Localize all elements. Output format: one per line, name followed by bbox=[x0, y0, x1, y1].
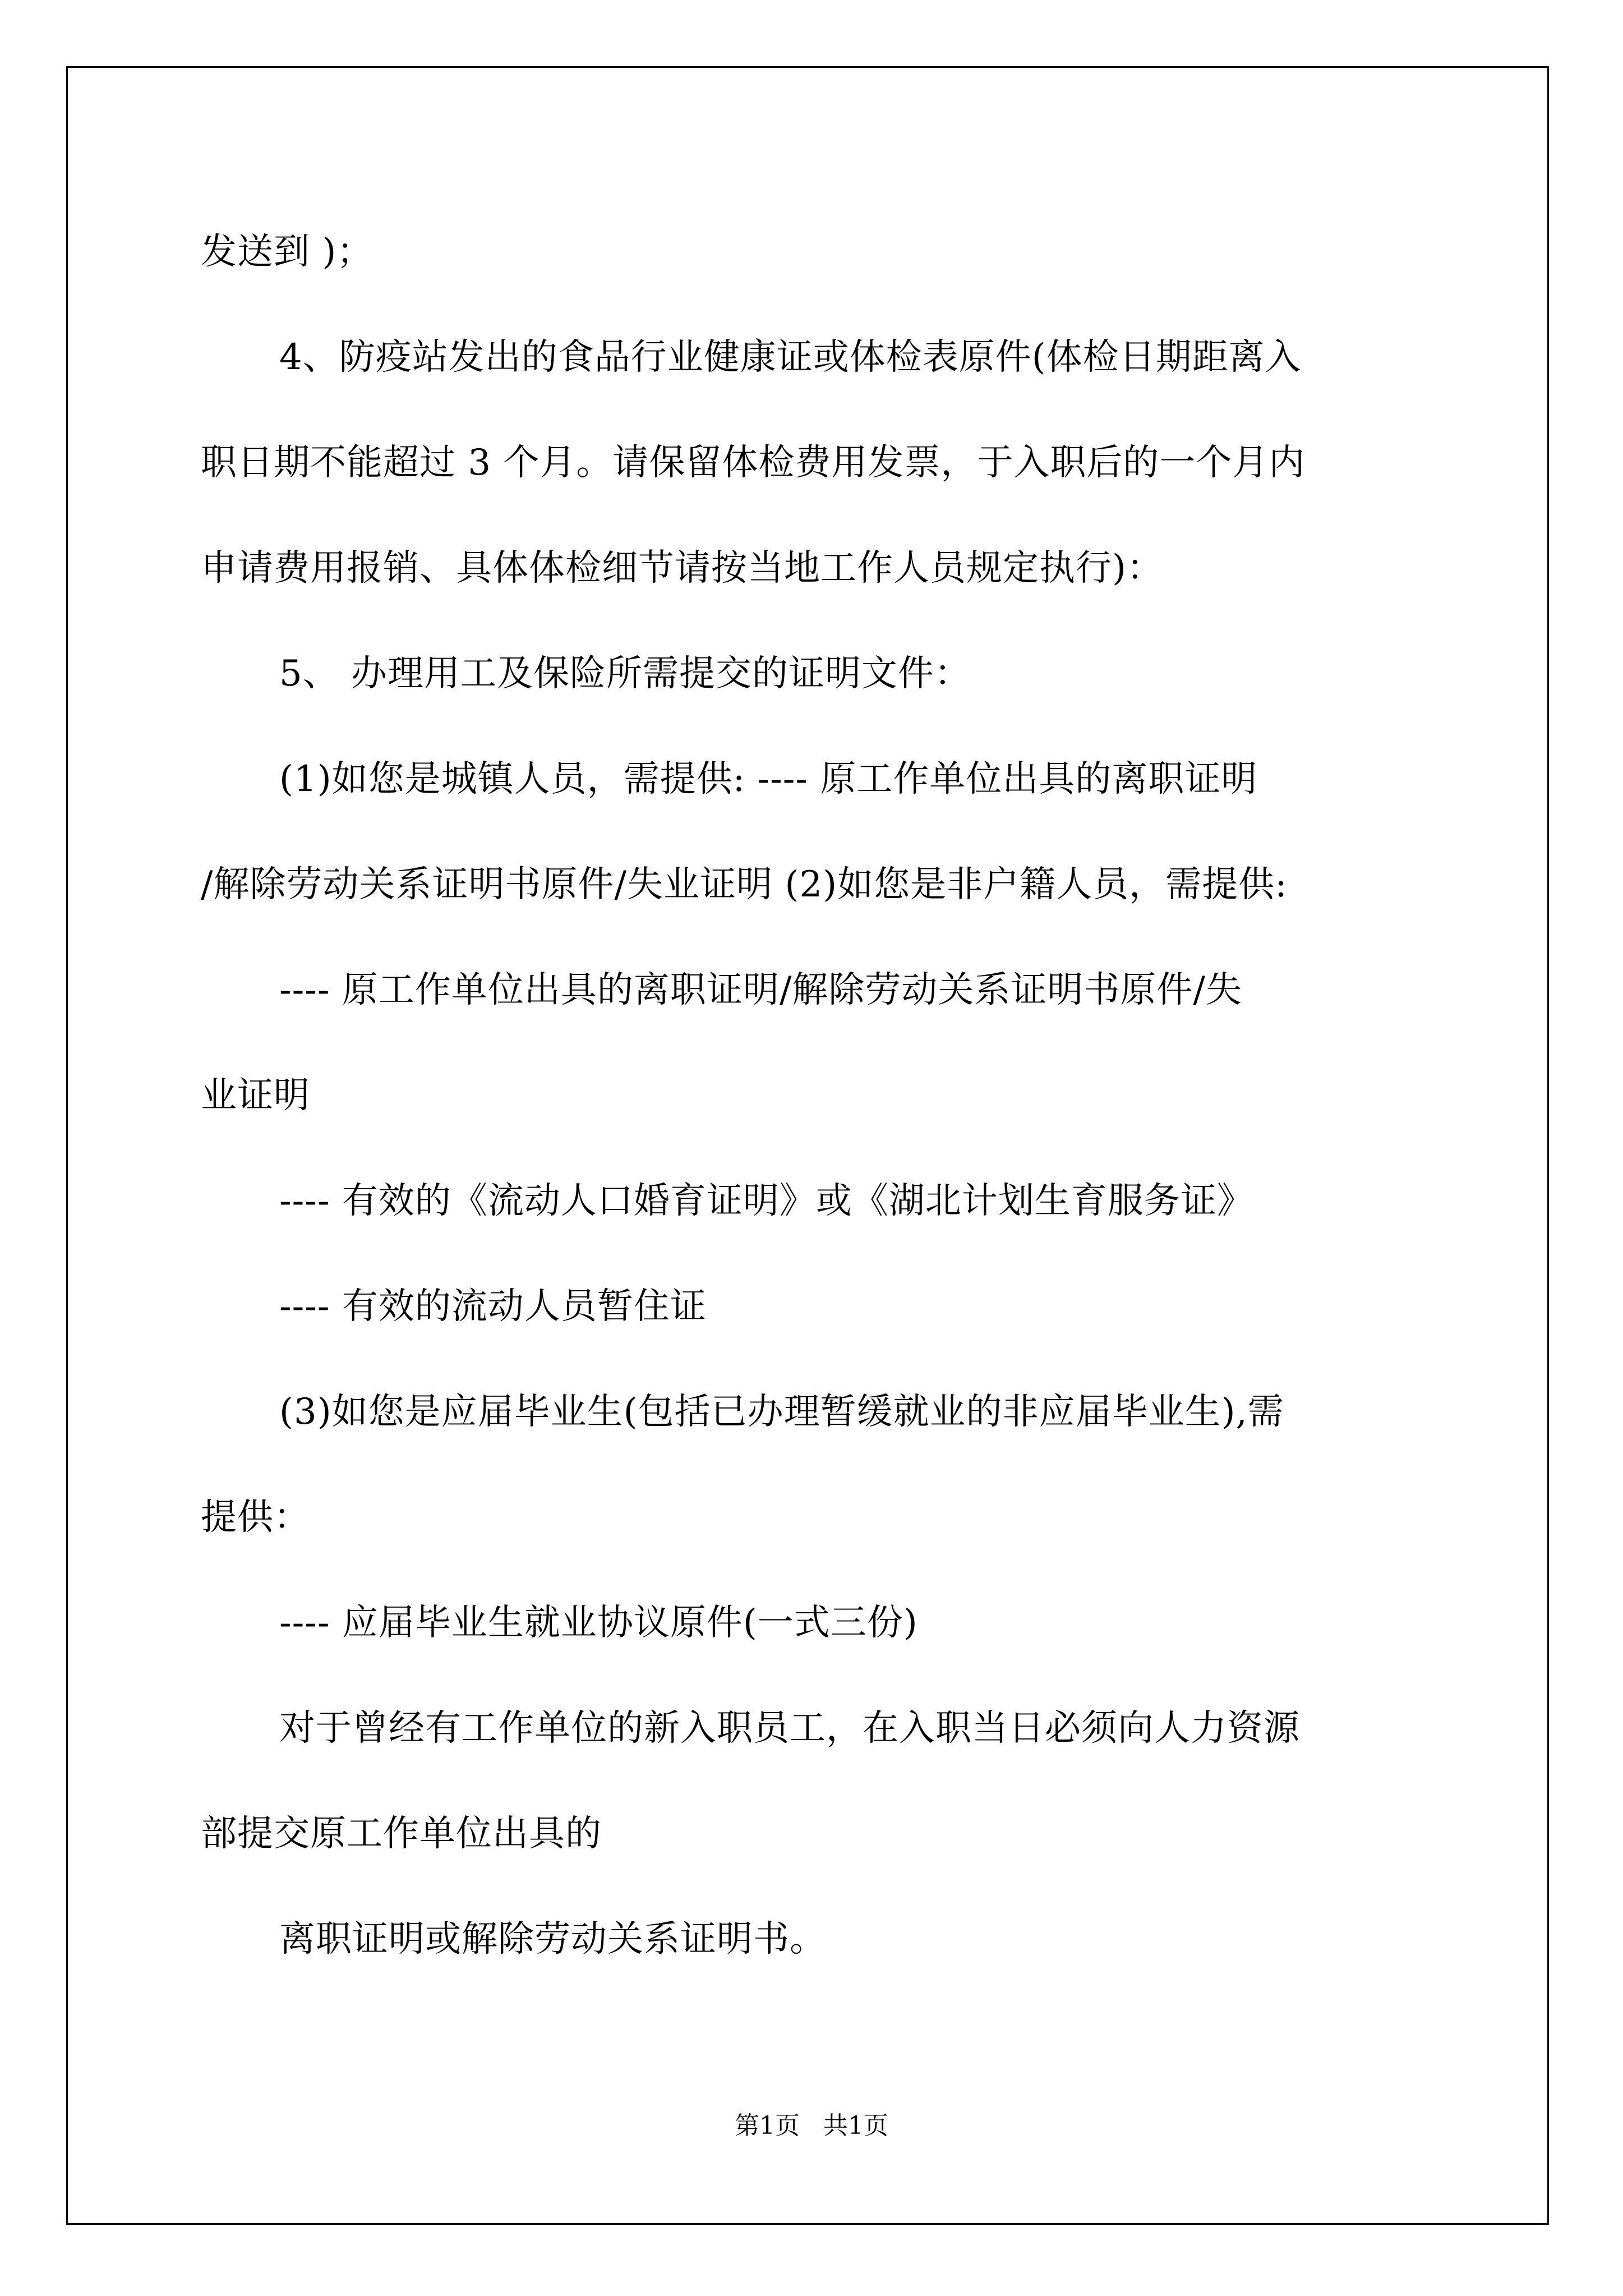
text-line: 业证明 bbox=[201, 1075, 310, 1116]
text-line: 4、防疫站发出的食品行业健康证或体检表原件(体检日期距离入 bbox=[279, 337, 1302, 378]
text-line: 申请费用报销、具体体检细节请按当地工作人员规定执行)： bbox=[201, 547, 1163, 589]
document-body bbox=[201, 227, 1457, 2020]
text-line: 对于曾经有工作单位的新入职员工，在入职当日必须向人力资源 bbox=[279, 1708, 1300, 1749]
text-line: ---- 有效的《流动人口婚育证明》或《湖北计划生育服务证》 bbox=[279, 1180, 1253, 1222]
text-line: ---- 原工作单位出具的离职证明/解除劳动关系证明书原件/失 bbox=[279, 969, 1242, 1011]
text-line: 职日期不能超过 3 个月。请保留体检费用发票，于入职后的一个月内 bbox=[201, 442, 1306, 484]
text-line: 部提交原工作单位出具的 bbox=[201, 1813, 602, 1855]
text-line: /解除劳动关系证明书原件/失业证明 (2)如您是非户籍人员，需提供: bbox=[201, 864, 1288, 905]
text-line: (3)如您是应届毕业生(包括已办理暂缓就业的非应届毕业生),需 bbox=[279, 1391, 1284, 1433]
page-footer: 第1页 共1页 bbox=[735, 2111, 888, 2140]
text-line: 发送到 )； bbox=[201, 231, 374, 273]
text-line: 提供： bbox=[201, 1497, 310, 1538]
text-line: 5、 办理用工及保险所需提交的证明文件： bbox=[279, 653, 971, 694]
text-line: 离职证明或解除劳动关系证明书。 bbox=[279, 1918, 826, 1960]
text-line: (1)如您是城镇人员，需提供: ---- 原工作单位出具的离职证明 bbox=[279, 758, 1258, 800]
text-line: ---- 有效的流动人员暂住证 bbox=[279, 1286, 707, 1327]
text-line: ---- 应届毕业生就业协议原件(一式三份) bbox=[279, 1602, 918, 1644]
